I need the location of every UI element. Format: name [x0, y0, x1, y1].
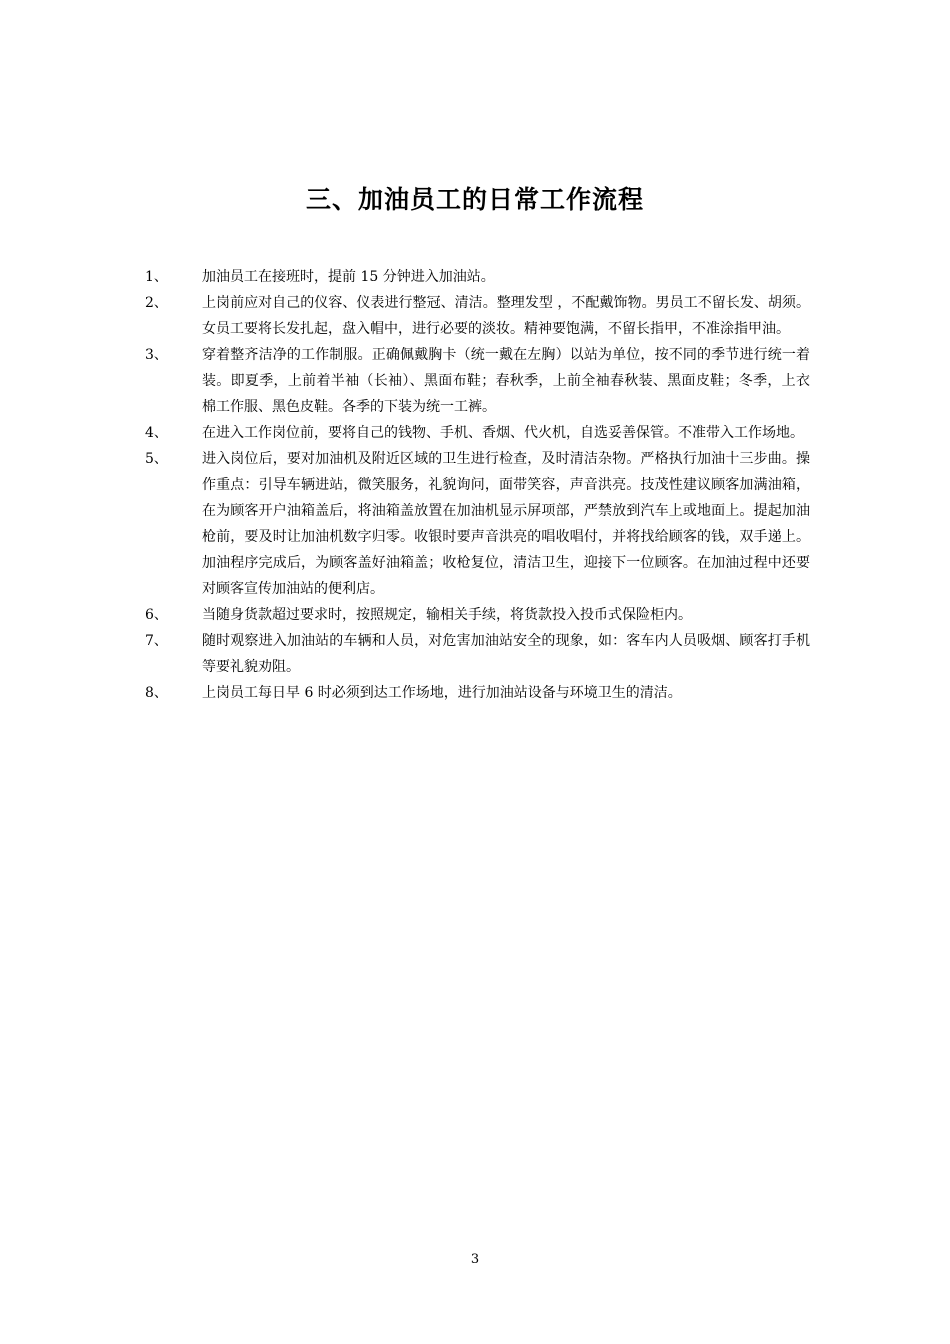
list-item — [145, 342, 810, 420]
item-number: 4、 — [145, 425, 168, 441]
list-item — [145, 680, 810, 706]
item-text: 随时观察进入加油站的车辆和人员，对危害加油站安全的现象，如：客车内人员吸烟、顾客打手机等要礼貌劝阻。 — [202, 633, 810, 675]
list-item — [145, 446, 810, 602]
procedure-list — [145, 264, 810, 706]
page-number: 3 — [470, 1252, 480, 1267]
list-item — [145, 290, 810, 342]
item-text: 进入岗位后，要对加油机及附近区域的卫生进行检查，及时清洁杂物。严格执行加油十三步曲。操作重点：引导车辆进站，微笑服务，礼貌询问，面带笑容，声音洪亮。技茂性建议顾客加满油箱，在为顾客开户油箱盖后，将油箱盖放置在加油机显示屏项部，严禁放到汽车上或地面上。提起加油枪前，要及时让加油机数字归零。收银时要声音洪亮的唱收唱付，并将找给顾客的钱，双手递上。加油程序完成后，为顾客盖好油箱盖；收枪复位，清洁卫生，迎接下一位顾客。在加油过程中还要对顾客宣传加油站的便利店。 — [202, 451, 810, 597]
item-text: 穿着整齐洁净的工作制服。正确佩戴胸卡（统一戴在左胸）以站为单位，按不同的季节进行统一着装。即夏季，上前着半袖（长袖）、黑面布鞋；春秋季，上前全袖春秋装、黑面皮鞋；冬季，上衣棉工作服、黑色皮鞋。各季的下装为统一工裤。 — [202, 347, 810, 415]
item-text: 当随身货款超过要求时，按照规定，输相关手续，将货款投入投币式保险柜内。 — [202, 607, 692, 623]
item-number: 3、 — [145, 347, 168, 363]
item-text: 加油员工在接班时，提前 15 分钟进入加油站。 — [202, 269, 495, 285]
item-text: 上岗前应对自己的仪容、仪表进行整冠、清洁。整理发型 ，不配戴饰物。男员工不留长发、胡须。女员工要将长发扎起，盘入帽中，进行必要的淡妆。精神要饱满，不留长指甲，不准涂指甲油。 — [202, 295, 810, 337]
item-number: 6、 — [145, 607, 168, 623]
item-number: 1、 — [145, 269, 168, 285]
list-item — [145, 420, 810, 446]
item-text: 在进入工作岗位前，要将自己的钱物、手机、香烟、代火机，自选妥善保管。不准带入工作场地。 — [202, 425, 804, 441]
item-number: 8、 — [145, 685, 168, 701]
list-item — [145, 602, 810, 628]
item-number: 7、 — [145, 633, 168, 649]
page-title: 三、加油员工的日常工作流程 — [305, 184, 644, 214]
list-item — [145, 628, 810, 680]
item-number: 2、 — [145, 295, 168, 311]
item-text: 上岗员工每日早 6 时必须到达工作场地，进行加油站设备与环境卫生的清洁。 — [202, 685, 682, 701]
list-item — [145, 264, 810, 290]
item-number: 5、 — [145, 451, 168, 467]
